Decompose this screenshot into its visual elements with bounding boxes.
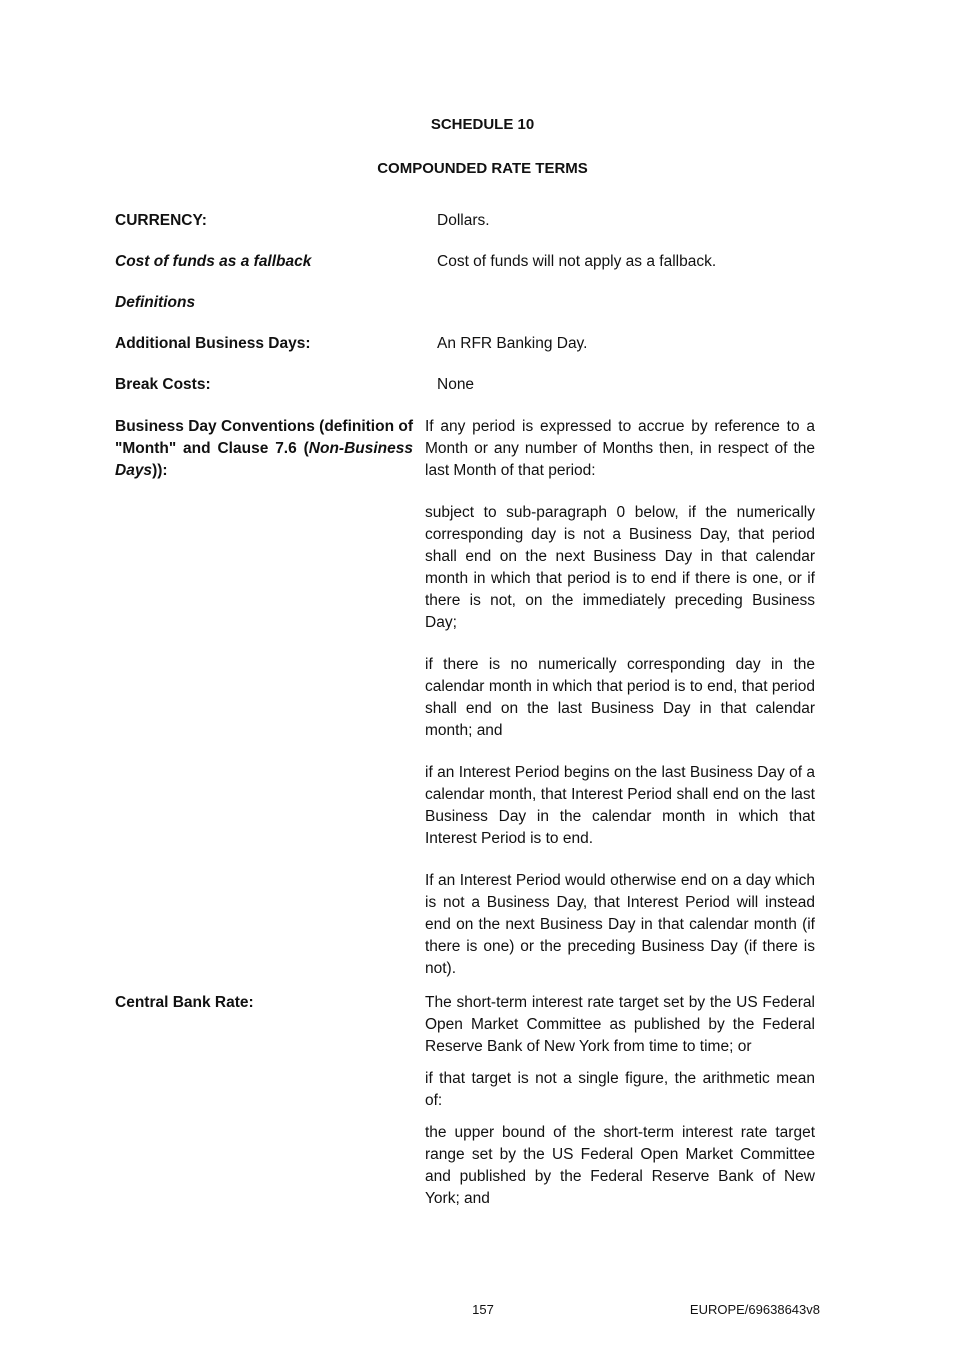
term-paragraph: subject to sub-paragraph 0 below, if the numerically corresponding day is not a Business Day, that period shall end on the next Business Day in that calendar month in which that period is to end if there is one, or if there is not, on the immediately preceding Business Day; [425,504,815,631]
term-paragraph: the upper bound of the short-term interest rate target range set by the US Federal Open Market Committee and published by the Federal Reserve Bank of New York; and [425,1124,815,1207]
term-value [425,992,815,1210]
page-number: 157 [472,1302,494,1317]
term-value [425,416,815,980]
schedule-title: COMPOUNDED RATE TERMS [377,160,588,177]
schedule-number: SCHEDULE 10 [430,116,535,133]
term-paragraph: The short-term interest rate target set by the US Federal Open Market Committee as published by the Federal Reserve Bank of New York from time to time; or [425,994,815,1055]
term-paragraph: if an Interest Period begins on the last Business Day of a calendar month, that Interest Period shall end on the last Business Day in the calendar month in which that Interest Period is to end. [425,764,815,847]
term-label-part: Business Day Conventions (definition of "Month" and Clause 7.6 ( [115,418,413,457]
term-label: Additional Business Days: [115,335,311,352]
document-reference: EUROPE/69638643v8 [689,1302,820,1317]
term-paragraph: If any period is expressed to accrue by reference to a Month or any number of Months then, in respect of the last Month of that period: [425,418,815,479]
term-paragraph: If an Interest Period would otherwise end on a day which is not a Business Day, that Interest Period will instead end on the next Business Day in that calendar month (if there is one) or the preceding Business Day (if there is not). [425,872,815,977]
term-value: Dollars. [437,212,490,229]
term-value: None [437,376,475,393]
term-label: CURRENCY: [115,212,207,229]
term-value: An RFR Banking Day. [437,335,588,352]
term-label [115,416,413,482]
section-label: Definitions [115,294,196,311]
term-label: Central Bank Rate: [115,994,254,1011]
term-label: Break Costs: [115,376,211,393]
term-paragraph: if there is no numerically corresponding day in the calendar month in which that period is to end, that period shall end on the last Business Day in that calendar month; and [425,656,815,739]
term-paragraph: if that target is not a single figure, the arithmetic mean of: [425,1070,815,1109]
term-label-italic: Non-Business Days [115,440,413,479]
term-label-part: )): [152,462,168,479]
term-value: Cost of funds will not apply as a fallback. [437,253,717,270]
term-label: Cost of funds as a fallback [115,253,312,270]
